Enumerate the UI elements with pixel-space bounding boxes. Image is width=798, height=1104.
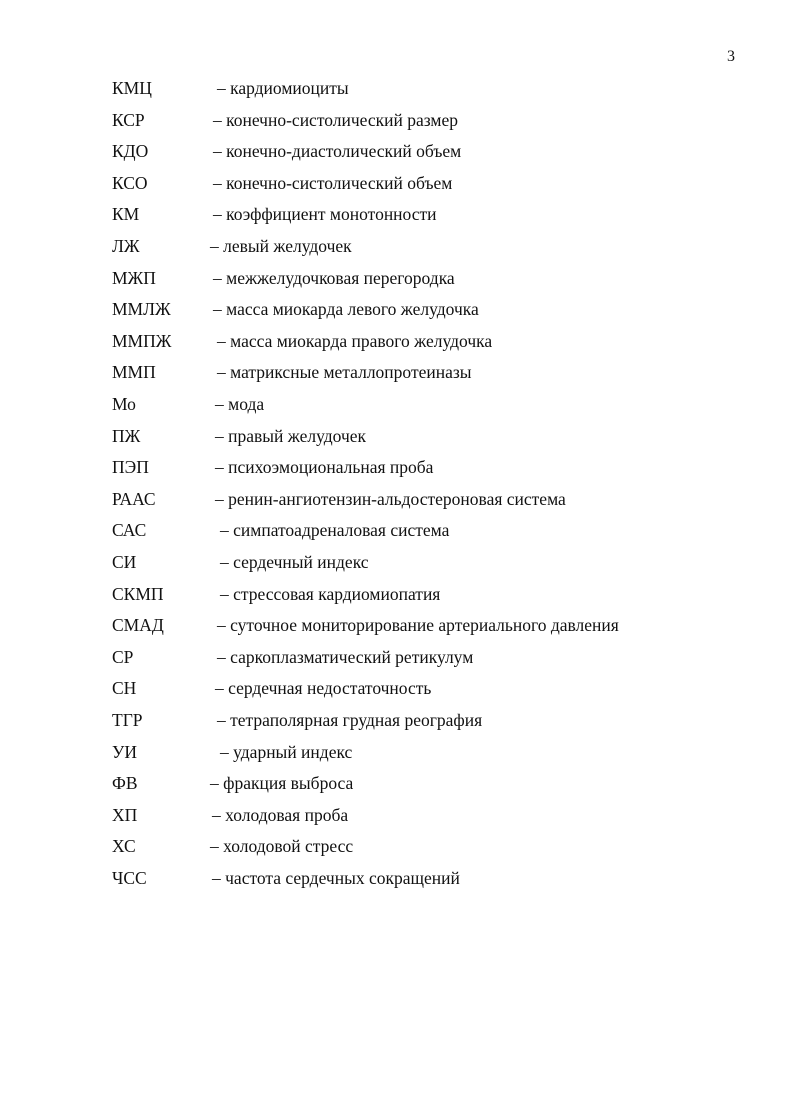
abbreviation-definition: – симпатоадреналовая система — [220, 520, 450, 541]
abbreviation-definition: – масса миокарда правого желудочка — [217, 330, 493, 351]
abbreviation-definition: – суточное мониторирование артериального давления — [217, 615, 619, 636]
abbreviation-term: ПЭП — [112, 457, 149, 478]
abbreviation-term: СР — [112, 646, 134, 667]
abbreviation-term: РААС — [112, 488, 156, 509]
abbreviation-definition: – матриксные металлопротеиназы — [217, 362, 472, 383]
abbreviation-definition: – межжелудочковая перегородка — [213, 267, 455, 288]
abbreviation-term: ММПЖ — [112, 330, 172, 351]
abbreviation-definition: – психоэмоциональная проба — [215, 457, 434, 478]
abbreviation-definition: – холодовой стресс — [210, 836, 354, 857]
abbreviation-definition: – конечно-систолический объем — [213, 172, 453, 193]
abbreviation-term: УИ — [112, 741, 138, 762]
abbreviation-term: МЖП — [112, 267, 156, 288]
abbreviation-term: ММЛЖ — [112, 299, 171, 320]
abbreviation-term: Мо — [112, 394, 136, 414]
abbreviation-term: КСР — [112, 109, 145, 130]
abbreviation-definition: – холодовая проба — [212, 804, 349, 825]
abbreviation-term: ММП — [112, 362, 156, 383]
abbreviation-definition: – левый желудочек — [210, 236, 352, 256]
abbreviation-term: СН — [112, 678, 137, 699]
abbreviation-term: ХП — [112, 804, 138, 825]
abbreviation-term: КДО — [112, 141, 149, 162]
abbreviation-definition: – масса миокарда левого желудочка — [213, 299, 479, 320]
abbreviation-definition: – стрессовая кардиомиопатия — [220, 583, 441, 604]
abbreviation-term: ПЖ — [112, 425, 141, 446]
abbreviation-definition: – коэффициент монотонности — [213, 204, 437, 225]
abbreviation-definition: – сердечный индекс — [220, 552, 369, 572]
page-number: 3 — [727, 48, 735, 65]
abbreviation-term: КМЦ — [112, 78, 152, 98]
abbreviation-term: СМАД — [112, 615, 164, 636]
abbreviation-term: САС — [112, 520, 147, 541]
abbreviation-definition: – правый желудочек — [215, 425, 367, 446]
abbreviation-definition: – ренин-ангиотензин-альдостероновая система — [215, 488, 566, 509]
abbreviation-definition: – кардиомиоциты — [217, 78, 349, 98]
abbreviation-term: ТГР — [112, 710, 143, 730]
abbreviation-definition: – частота сердечных сокращений — [212, 868, 460, 888]
abbreviation-term: СИ — [112, 552, 137, 572]
abbreviation-definition: – тетраполярная грудная реография — [217, 710, 483, 730]
abbreviation-definition: – ударный индекс — [220, 741, 353, 762]
abbreviation-term: ХС — [112, 836, 136, 857]
abbreviation-definition: – конечно-систолический размер — [213, 109, 459, 130]
abbreviation-definition: – мода — [215, 394, 265, 414]
abbreviation-term: ЧСС — [112, 868, 147, 888]
abbreviation-term: КСО — [112, 172, 148, 193]
abbreviation-term: КМ — [112, 204, 140, 225]
abbreviation-term: ЛЖ — [112, 236, 140, 256]
abbreviation-definition: – фракция выброса — [210, 773, 354, 794]
abbreviation-term: СКМП — [112, 583, 164, 604]
abbreviation-term: ФВ — [112, 773, 138, 794]
abbreviation-definition: – саркоплазматический ретикулум — [217, 646, 474, 667]
abbreviation-definition: – конечно-диастолический объем — [213, 141, 462, 162]
abbreviation-definition: – сердечная недостаточность — [215, 678, 432, 699]
